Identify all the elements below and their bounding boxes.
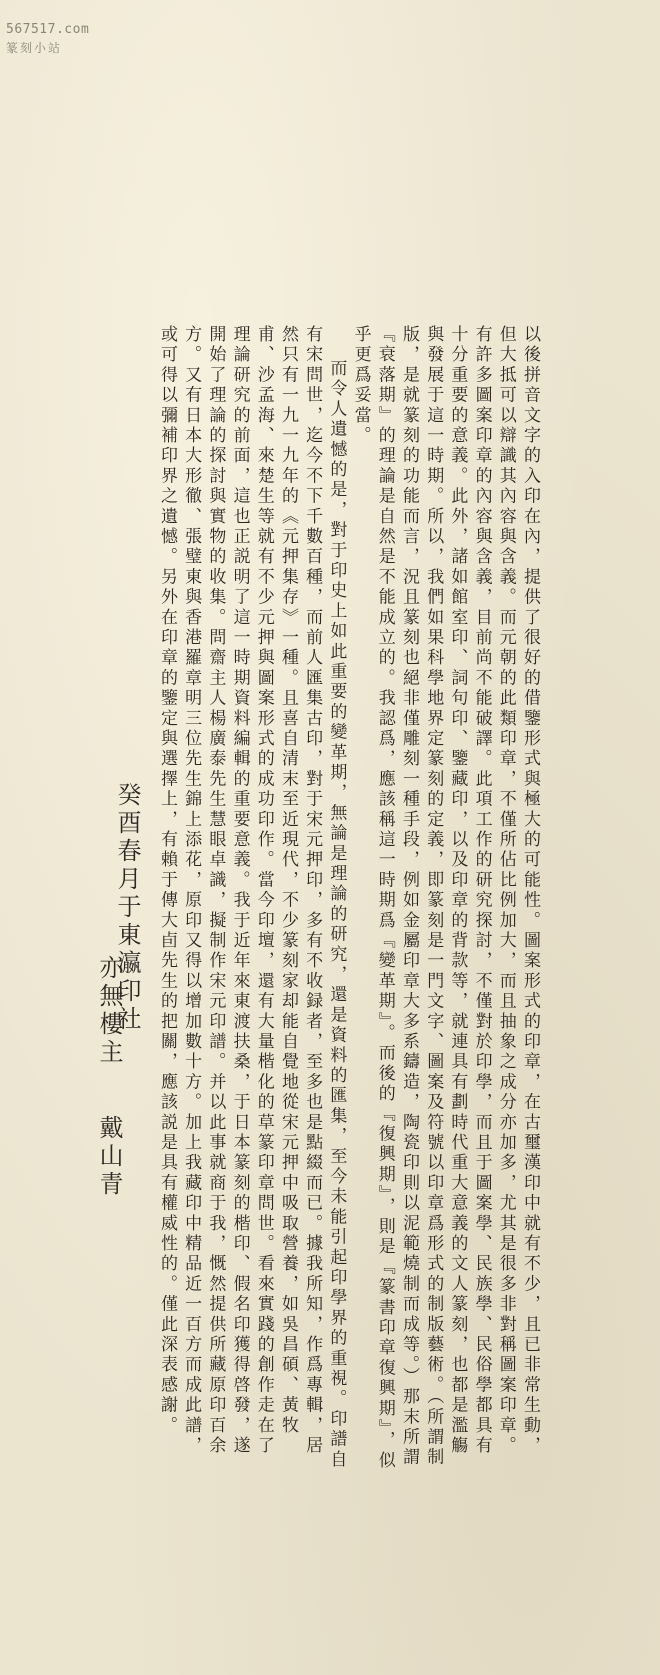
signature-date-place: 癸酉春月于東瀛印社 bbox=[113, 782, 141, 1034]
site-watermark bbox=[6, 22, 89, 56]
signature-studio: 亦無樓主 bbox=[95, 955, 123, 1067]
signature-author: 戴山青 bbox=[95, 1115, 123, 1199]
watermark-site-name: 篆刻小站 bbox=[6, 41, 63, 55]
watermark-url: 567517.com bbox=[6, 22, 90, 37]
paragraph-2: 而令人遺憾的是，對于印史上如此重要的變革期，無論是理論的研究，還是資料的匯集，至今未能引起印學界的重視。印譜自有宋問世，迄今不下千數百種，而前人匯集古印，對于宋元押印，多有不收録者，至多也是點綴而已。據我所知，作爲專輯，居然只有一九一九年的《元押集存》一種。且喜自清末至近現代，不少篆刻家却能自覺地從宋元押中吸取營養，如吳昌碩、黃牧甫、沙孟海、來楚生等就有不少元押與圖案形式的成功印作。當今印壇，還有大量楷化的草篆印章問世。看來實踐的創作走在了理論研究的前面，這也正説明了這一時期資料編輯的重要意義。我于近年來東渡扶桑，于日本篆刻的楷印、假名印獲得啓發，遂開始了理論的探討與實物的收集。問齋主人楊廣泰先生慧眼卓識，擬制作宋元印譜。并以此事就商于我，慨然提供所藏原印百余方。又有日本大形徹、張璧東與香港羅章明三位先生錦上添花，原印又得以增加數十方。加上我藏印中精品近一百方而成此譜，或可得以彌補印界之遺憾。另外在印章的鑒定與選擇上，有賴于傳大卣先生的把關，應該説是具有權威性的。僅此深表感謝。 bbox=[156, 325, 347, 1470]
preface-body bbox=[155, 325, 542, 1475]
paragraph-1: 以後拼音文字的入印在內，提供了很好的借鑒形式與極大的可能性。圖案形式的印章，在古璽漢印中就有不少，且已非常生動，但大抵可以辯識其內容與含義。而元朝的此類印章，不僅所佔比例加大，而且抽象之成分亦加多，尤其是很多非對稱圖案印章。有許多圖案印章的內容與含義，目前尚不能破譯。此項工作的研究探討，不僅對於印學，而且于圖案學、民族學、民俗學都具有十分重要的意義。此外，諸如館室印、詞句印、鑒藏印，以及印章的背款等，就連具有劃時代重大意義的文人篆刻，也都是濫觴與發展于這一時期。所以，我們如果科學地界定篆刻的定義，即篆刻是一門文字、圖案及符號以印章爲形式的制版藝術。（所謂制版，是就篆刻的功能而言，況且篆刻也絕非僅雕刻一種手段，例如金屬印章大多系鑄造，陶瓷印則以泥範燒制而成等。）那末所謂『衰落期』的理論是自然是不能成立的。我認爲，應該稱這一時期爲『變革期』。而後的『復興期』，則是『篆書印章復興期』，似乎更爲妥當。 bbox=[350, 325, 540, 1472]
signature-author-block bbox=[92, 955, 127, 1199]
